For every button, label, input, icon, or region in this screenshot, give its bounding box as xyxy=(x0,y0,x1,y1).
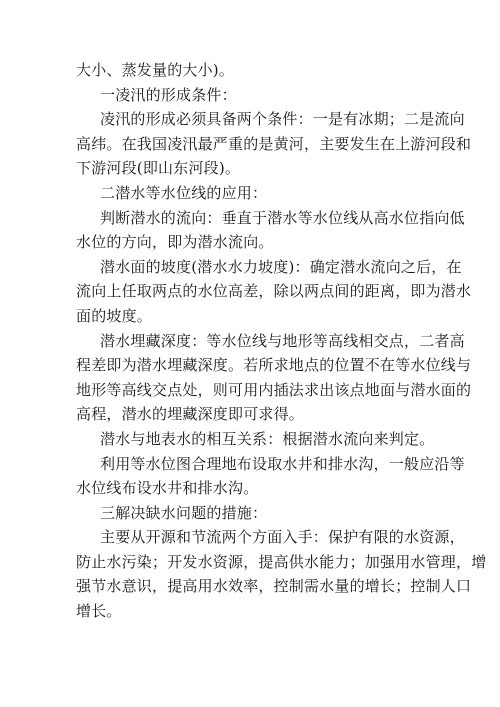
text-line: 强节水意识，提高用水效率，控制需水量的增长；控制人口 xyxy=(76,577,472,596)
text-line: 凌汛的形成必须具备两个条件：一是有冰期；二是流向 xyxy=(100,110,465,129)
text-line: 判断潜水的流向：垂直于潜水等水位线从高水位指向低 xyxy=(100,208,465,227)
text-line: 水位线布设水井和排水沟。 xyxy=(76,479,259,498)
text-line: 程差即为潜水埋藏深度。若所求地点的位置不在等水位线与 xyxy=(76,356,472,375)
text-line: 利用等水位图合理地布设取水井和排水沟，一般应沿等 xyxy=(100,454,465,473)
section-heading-water-shortage: 三解决缺水问题的措施： xyxy=(100,503,268,522)
text-line: 流向上任取两点的水位高差，除以两点间的距离，即为潜水 xyxy=(76,282,472,301)
text-line: 地形等高线交点处，则可用内插法求出该点地面与潜水面的 xyxy=(76,380,472,399)
text-line: 水位的方向，即为潜水流向。 xyxy=(76,233,274,252)
text-line: 潜水埋藏深度：等水位线与地形等高线相交点，二者高 xyxy=(100,331,465,350)
text-line: 高纬。在我国凌汛最严重的是黄河，主要发生在上游河段和 xyxy=(76,134,472,153)
text-line: 主要从开源和节流两个方面入手：保护有限的水资源， xyxy=(100,528,465,547)
text-line: 潜水面的坡度(潜水水力坡度)：确定潜水流向之后，在 xyxy=(100,257,462,276)
text-line: 高程，潜水的埋藏深度即可求得。 xyxy=(76,405,305,424)
text-line: 下游河段(即山东河段)。 xyxy=(76,159,241,178)
document-page xyxy=(76,58,487,624)
section-heading-groundwater: 二潜水等水位线的应用： xyxy=(100,183,268,202)
text-line: 大小、蒸发量的大小)。 xyxy=(76,61,235,79)
text-line: 面的坡度。 xyxy=(76,306,153,325)
text-line: 潜水与地表水的相互关系：根据潜水流向来判定。 xyxy=(100,429,435,448)
section-heading-ice-flood: 一凌汛的形成条件： xyxy=(100,85,237,104)
text-line: 防止水污染；开发水资源，提高供水能力；加强用水管理，增 xyxy=(76,552,487,571)
text-line: 增长。 xyxy=(76,602,122,621)
